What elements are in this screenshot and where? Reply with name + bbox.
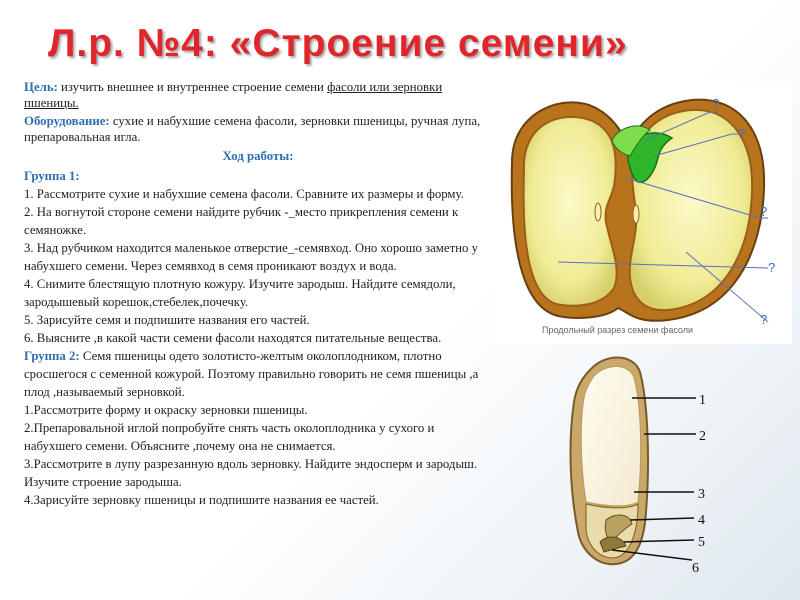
question-marker: ? <box>760 204 768 219</box>
question-marker: ? <box>712 96 720 111</box>
group1-step: 4. Снимите блестящую плотную кожуру. Изучите зародыш. Найдите семядоли, зародышевый корешок,стебелек,почечку. <box>24 277 456 309</box>
question-marker: ? <box>768 260 776 275</box>
group1-step: 6. Выясните ,в какой части семени фасоли находятся питательные вещества. <box>24 331 442 345</box>
question-marker: ? <box>760 312 768 327</box>
group2-paragraph <box>24 347 492 401</box>
hilum-mark <box>595 203 601 221</box>
equipment-label: Оборудование: <box>24 114 110 128</box>
goal-label: Цель: <box>24 80 58 94</box>
goal-link: фасоли или зерновки пшеницы. <box>24 80 443 110</box>
group1-heading: Группа 1: <box>24 169 80 183</box>
wheat-label: 1 <box>699 393 706 408</box>
group2-step: 3.Рассмотрите в лупу разрезанную вдоль зерновку. Найдите эндосперм и зародыш. Изучите строение зародыша. <box>24 457 478 489</box>
group1-step: 2. На вогнутой стороне семени найдите рубчик -_место прикрепления семени к семяножке. <box>24 205 459 237</box>
hilum-mark <box>633 205 639 223</box>
wheat-label: 4 <box>698 513 705 528</box>
question-marker: ? <box>738 126 746 141</box>
goal-text: изучить внешнее и внутреннее строение семени <box>57 80 328 94</box>
group2-intro: Семя пшеницы одето золотисто-желтым околоплодником, плотно сросшегося с семенной кожурой. Поэтому правильно говорить не семя пшеницы ,а плод ,называемый зерновкой. <box>24 349 479 399</box>
bean-caption: Продольный разрез семени фасоли <box>542 325 694 335</box>
group2-step: 1.Рассмотрите форму и окраску зерновки пшеницы. <box>24 403 308 417</box>
wheat-grain-diagram <box>556 352 716 577</box>
page-title: Л.р. №4: «Строение семени» <box>48 22 628 65</box>
wheat-label: 3 <box>698 487 705 502</box>
goal-paragraph <box>24 80 492 111</box>
wheat-label: 6 <box>692 561 699 576</box>
procedure-heading: Ход работы: <box>222 149 294 163</box>
group2-step: 2.Препаровальной иглой попробуйте снять часть околоплодника у сухого и набухшего семени. Объясните ,почему она не снимается. <box>24 421 435 453</box>
worksheet-text <box>24 80 492 509</box>
group1-step: 3. Над рубчиком находится маленькое отверстие_-семявход. Оно хорошо заметно у набухшего семени. Через семявход в семя проникают воздух и вода. <box>24 241 479 273</box>
group2-heading: Группа 2: <box>24 349 80 363</box>
bean-seed-diagram <box>496 82 792 344</box>
left-cotyledon <box>524 117 617 306</box>
equipment-paragraph <box>24 114 492 145</box>
equipment-text: сухие и набухшие семена фасоли, зерновки пшеницы, ручная лупа, препаровальная игла. <box>24 114 481 144</box>
wheat-label: 5 <box>698 535 705 550</box>
endosperm <box>581 366 640 505</box>
wheat-label: 2 <box>699 429 706 444</box>
group1-step: 1. Рассмотрите сухие и набухшие семена фасоли. Сравните их размеры и форму. <box>24 187 464 201</box>
group1-step: 5. Зарисуйте семя и подпишите названия его частей. <box>24 313 310 327</box>
group2-step: 4.Зарисуйте зерновку пшеницы и подпишите названия ее частей. <box>24 493 379 507</box>
